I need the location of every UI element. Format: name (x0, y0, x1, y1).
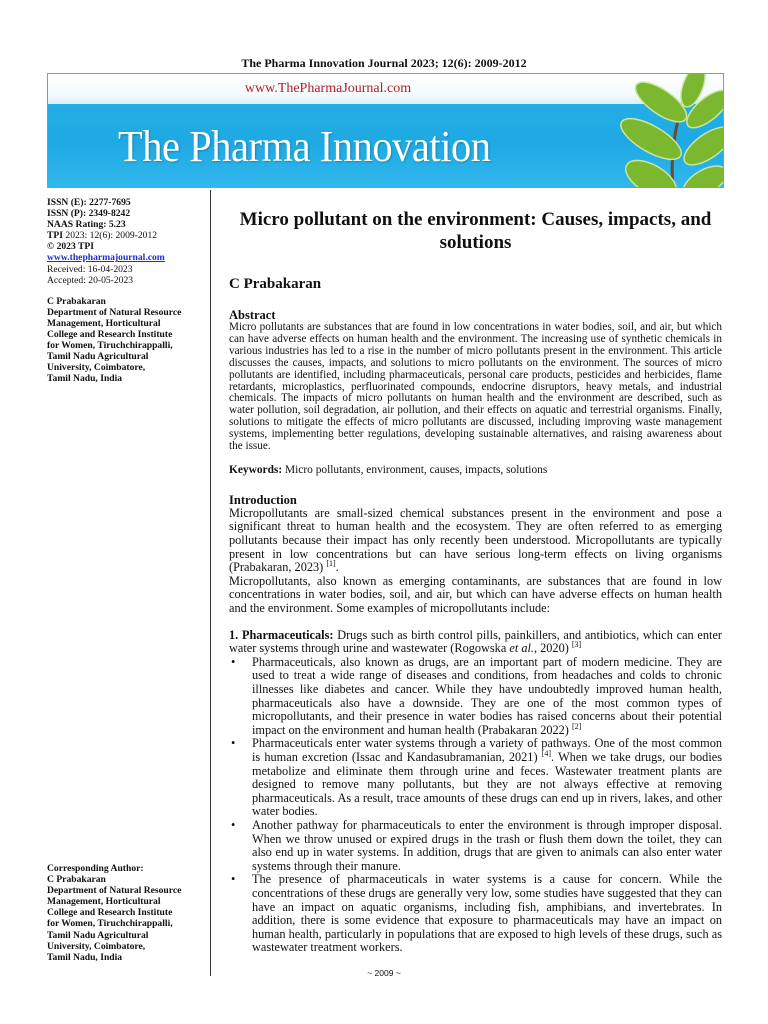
affiliation-line: Tamil Nadu, India (47, 373, 123, 385)
tpi-value: 2023: 12(6): 2009-2012 (63, 230, 158, 242)
citation: [1] (326, 559, 336, 569)
intro-paragraph: Micropollutants, also known as emerging contaminants, are substances that are found in low concentrations in water bodies, soil, and air, but which can have adverse effects on human health and the environment. Some examples of micropollutants include: (229, 573, 722, 616)
pharmaceuticals-paragraph (229, 629, 722, 656)
article-body (229, 208, 722, 955)
list-item (229, 819, 722, 873)
affiliation-line: Tamil Nadu Agricultural (47, 929, 149, 941)
affiliation-line: College and Research Institute (47, 907, 173, 919)
abstract-text: Micro pollutants are substances that are found in low concentrations in water bodies, soil, and air, but which can have adverse effects on human health and the environment. The increasing use of synthetic chemicals in various industries has led to a rise in the number of micro pollutants present in the environment. This article discusses the causes, impacts, and solutions to micro pollutants on the environment. The sources of micro pollutants are identified, including pharmaceuticals, personal care products, pesticides and herbicides, flame retardants, microplastics, perfluorinated compounds, endocrine disruptors, heavy metals, and industrial chemicals. The impacts of micro pollutants on human health and the environment are described, such as water pollution, soil degradation, air pollution, and their effects on aquatic and terrestrial organisms. Finally, solutions to mitigate the effects of micro pollutants are discussed, including improving waste management systems, implementing better regulations, developing sustainable alternatives, and raising awareness about the issue. (229, 321, 722, 453)
affiliation-line: College and Research Institute (47, 329, 173, 341)
running-header: The Pharma Innovation Journal 2023; 12(6): 2009-2012 (241, 56, 527, 70)
list-item (229, 737, 722, 819)
accepted-date: Accepted: 20-05-2023 (47, 274, 134, 286)
bullet-text: . When we take drugs, our bodies metabolize and eliminate them through urine and feces. Wastewater treatment plants are designed to remove many pollutants, but they are not always effective at removing pharmaceuticals. As a result, trace amounts of these drugs can end up in rivers, lakes, and other water bodies. (252, 749, 722, 819)
corresponding-label: Corresponding Author: (47, 863, 144, 874)
journal-name: The Pharma Innovation (118, 122, 491, 171)
citation: [3] (571, 640, 582, 650)
naas-rating: NAAS Rating: 5.23 (47, 219, 126, 231)
bullet-text: Pharmaceuticals, also known as drugs, are an important part of modern medicine. They are used to treat a wide range of diseases and conditions, from headaches and colds to chronic illnesses like diabetes and cancer. While they have undoubtedly improved human health, pharmaceuticals also have a downside. They are one of the most common types of micropollutants, and their presence in water bodies has raised concerns about their potential impact on the environment and human health (Prabakaran 2022) (252, 654, 722, 737)
intro-text: Micropollutants are small-sized chemical substances present in the environment and pose a significant threat to human health and the ecosystem. They are often referred to as emerging pollutants because their impact has only recently been understood. Micropollutants are typically present in low concentrations but can have serious long-term effects on living organisms (Prabakaran, 2023) (229, 505, 722, 575)
tpi-line (47, 230, 207, 241)
issn-p: ISSN (P): 2349-8242 (47, 208, 131, 220)
affiliation-line: Department of Natural Resource (47, 306, 182, 318)
bullet-text: Another pathway for pharmaceuticals to enter the environment is through improper disposal. When we throw unused or expired drugs in the trash or flush them down the toilet, they can also end up in water systems. In addition, drugs that are given to animals can also enter water systems through their manure. (252, 817, 722, 873)
corr-author-name: C Prabakaran (47, 874, 106, 886)
abstract-heading: Abstract (229, 308, 276, 322)
affiliation-line: Tamil Nadu, India (47, 951, 123, 963)
article-title: Micro pollutant on the environment: Causes, impacts, and solutions (239, 209, 712, 253)
corresponding-author (47, 863, 207, 963)
pharma-label: 1. Pharmaceuticals: (229, 627, 334, 642)
keywords-label: Keywords: (229, 463, 283, 476)
et-al: et al. (509, 641, 534, 656)
affiliation-line: Management, Horticultural (47, 317, 161, 329)
journal-banner (47, 73, 724, 188)
affiliation-line: Management, Horticultural (47, 896, 161, 908)
affiliation-line: for Women, Tiruchchirappalli, (47, 918, 173, 930)
banner-url: www.ThePharmaJournal.com (244, 81, 412, 96)
intro-paragraph (229, 507, 722, 575)
bullet-text: The presence of pharmaceuticals in water systems is a cause for concern. While the concentrations of these drugs are generally very low, some studies have suggested that they can have an impact on aquatic organisms, including fish, amphibians, and invertebrates. In addition, there is some evidence that exposure to pharmaceuticals may have an impact on human health, particularly in populations that are exposed to high levels of these drugs, such as wastewater treatment workers. (252, 872, 722, 955)
pharma-text: , 2020) (533, 641, 572, 656)
affiliation-line: University, Coimbatore, (47, 940, 146, 952)
copyright: © 2023 TPI (47, 241, 94, 253)
affiliation-line: University, Coimbatore, (47, 362, 146, 374)
bullet-text: Pharmaceuticals enter water systems through a variety of pathways. One of the most common is human excretion (Issac and Kandasubramanian, 2021) (252, 736, 722, 764)
intro-text: . (335, 560, 339, 575)
affiliation-line: Department of Natural Resource (47, 885, 182, 897)
citation: [4] (541, 748, 552, 758)
author-name: C Prabakaran (47, 295, 106, 307)
page-number: ~ 2009 ~ (367, 968, 401, 978)
affiliation-line: for Women, Tiruchchirappalli, (47, 340, 173, 352)
pharma-bullets (229, 656, 722, 955)
column-divider (210, 190, 211, 976)
list-item (229, 873, 722, 955)
article-author: C Prabakaran (229, 276, 322, 292)
tpi-label: TPI (47, 230, 63, 242)
affiliation-line: Tamil Nadu Agricultural (47, 351, 149, 363)
issn-e: ISSN (E): 2277-7695 (47, 197, 131, 208)
citation: [2] (571, 721, 582, 731)
introduction-heading: Introduction (229, 492, 297, 507)
leaf-icon (543, 74, 723, 187)
pharma-text: Drugs such as birth control pills, painkillers, and antibiotics, which can enter water systems through urine and wastewater (Rogowska (229, 627, 722, 656)
journal-website-link[interactable]: www.thepharmajournal.com (47, 252, 165, 264)
keywords (229, 465, 722, 477)
author-affiliation (47, 307, 207, 385)
received-date: Received: 16-04-2023 (47, 263, 133, 275)
keywords-text: Micro pollutants, environment, causes, impacts, solutions (282, 463, 548, 476)
sidebar (47, 197, 207, 385)
list-item (229, 656, 722, 738)
